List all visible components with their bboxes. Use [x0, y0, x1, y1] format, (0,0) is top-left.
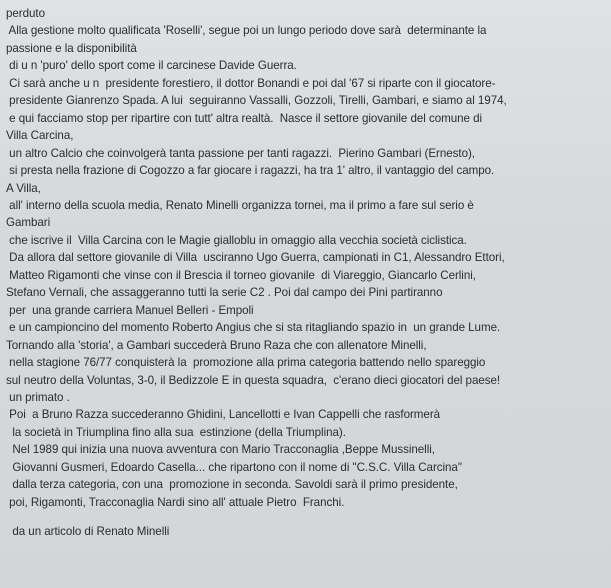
text-line: per una grande carriera Manuel Belleri - Empoli [6, 303, 254, 317]
text-line: Villa Carcina, [6, 129, 74, 143]
text-line: Gambari [6, 216, 51, 230]
text-line: nella stagione 76/77 conquisterà la promozione alla prima categoria battendo nello spareggio [6, 356, 486, 370]
article-source: da un articolo di Renato Minelli [6, 525, 170, 539]
text-line: A Villa, [6, 181, 41, 195]
text-line: un primato . [6, 390, 70, 404]
text-line: Nel 1989 qui inizia una nuova avventura con Mario Tracconaglia ,Beppe Mussinelli, [6, 443, 435, 457]
text-line: Matteo Rigamonti che vinse con il Brescia il torneo giovanile di Viareggio, Giancarlo Cerlini, [6, 268, 476, 282]
text-line: all' interno della scuola media, Renato Minelli organizza tornei, ma il primo a fare sul serio è [6, 198, 474, 212]
article-body [6, 5, 605, 511]
text-line: sul neutro della Voluntas, 3-0, il Bedizzole E in questa squadra, c'erano dieci giocatori del paese! [6, 373, 501, 387]
text-line: perduto [6, 7, 45, 20]
text-line: e un campioncino del momento Roberto Angius che si sta ritagliando spazio in un grande Lume. [6, 321, 501, 335]
text-line: Giovanni Gusmeri, Edoardo Casella... che ripartono con il nome di "C.S.C. Villa Carcina" [6, 460, 462, 474]
text-line: passione e la disponibilità [6, 41, 137, 55]
text-line: Poi a Bruno Razza succederanno Ghidini, Lancellotti e Ivan Cappelli che rasformerà [6, 408, 441, 422]
text-line: poi, Rigamonti, Tracconaglia Nardi sino all' attuale Pietro Franchi. [6, 495, 345, 509]
text-line: un altro Calcio che coinvolgerà tanta passione per tanti ragazzi. Pierino Gambari (Ernesto), [6, 146, 475, 160]
text-line: che iscrive il Villa Carcina con le Magie gialloblu in omaggio alla vecchia società ciclistica. [6, 233, 467, 247]
text-line: Ci sarà anche u n presidente forestiero, il dottor Bonandi e poi dal '67 si riparte con il giocatore- [6, 76, 496, 90]
text-line: presidente Gianrenzo Spada. A lui seguiranno Vassalli, Gozzoli, Tirelli, Gambari, e siamo al 1974, [6, 94, 507, 108]
text-line: Tornando alla 'storia', a Gambari succederà Bruno Raza che con allenatore Minelli, [6, 338, 427, 352]
text-line: di u n 'puro' dello sport come il carcinese Davide Guerra. [6, 59, 297, 73]
text-line: Da allora dal settore giovanile di Villa usciranno Ugo Guerra, campionati in C1, Alessandro Ettori, [6, 251, 505, 265]
text-line: dalla terza categoria, con una promozione in seconda. Savoldi sarà il primo presidente, [6, 478, 458, 492]
text-line: la società in Triumplina fino alla sua estinzione (della Triumplina). [6, 425, 346, 439]
text-line: si presta nella frazione di Cogozzo a far giocare i ragazzi, ha tra 1' altro, il vantaggio del campo. [6, 164, 495, 178]
text-line: e qui facciamo stop per ripartire con tutt' altra realtà. Nasce il settore giovanile del comune di [6, 111, 483, 125]
text-line: Alla gestione molto qualificata 'Roselli', segue poi un lungo periodo dove sarà determinante la [6, 24, 487, 38]
text-line: Stefano Vernali, che assaggeranno tutti la serie C2 . Poi dal campo dei Pini partiranno [6, 286, 443, 300]
